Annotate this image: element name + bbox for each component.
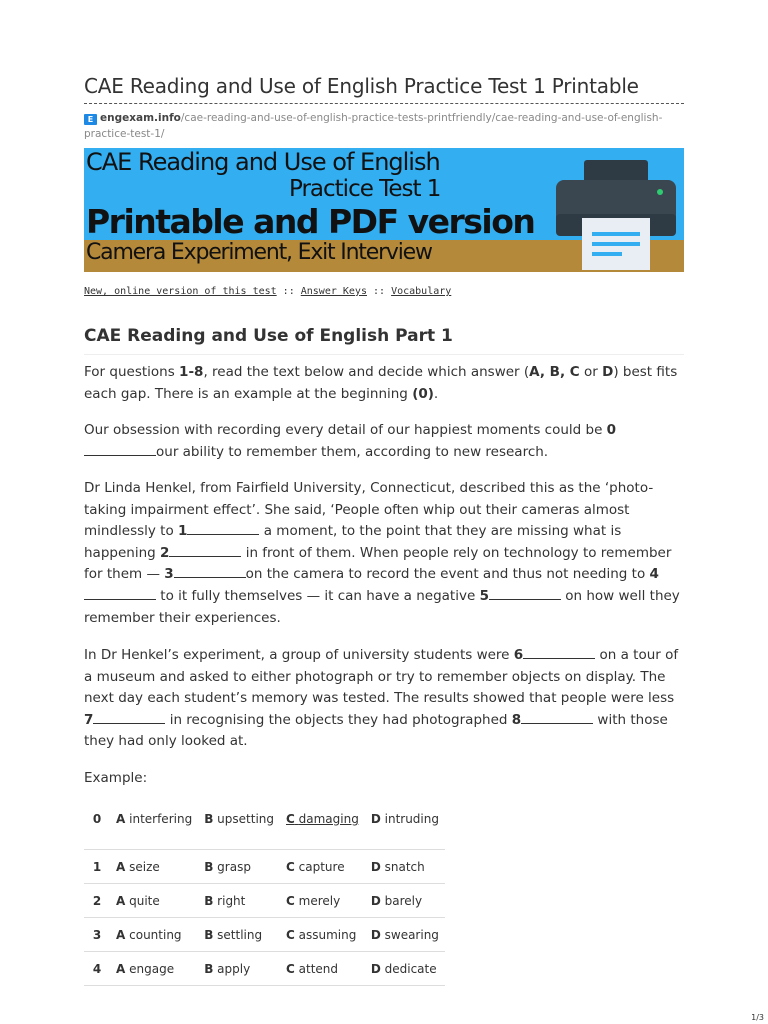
option-b: [198, 952, 280, 986]
banner-image: [84, 148, 684, 272]
option-c-correct: [280, 802, 365, 835]
question-number: 4: [84, 952, 110, 986]
option-c: [280, 850, 365, 884]
option-letter: A: [116, 811, 126, 826]
option-letter: D: [370, 893, 381, 908]
option-d: [365, 884, 445, 918]
option-letter: B: [204, 893, 214, 908]
option-d: [365, 802, 445, 835]
banner-line-2: Practice Test 1: [289, 176, 441, 202]
example-label: Example:: [84, 770, 148, 786]
nav-links: [84, 286, 684, 297]
option-letter: A: [116, 927, 126, 942]
source-url[interactable]: [84, 110, 684, 142]
option-a: [110, 884, 198, 918]
option-letter: C: [286, 927, 295, 942]
table-row: [84, 884, 445, 918]
answer-options-table: [84, 802, 445, 986]
option-text: snatch: [384, 859, 425, 874]
source-path: /cae-reading-and-use-of-english-practice-tests-printfriendly/cae-reading-and-use-of-english-practice-test-1/: [84, 112, 663, 140]
option-text: upsetting: [217, 811, 274, 826]
text-paragraph-2: [84, 478, 684, 629]
instr-text: For questions: [84, 364, 180, 380]
gap-blank: [523, 646, 595, 659]
option-b: [198, 884, 280, 918]
option-letter: A: [116, 961, 126, 976]
option-text: settling: [217, 927, 263, 942]
option-text: damaging: [298, 811, 359, 826]
option-c: [280, 918, 365, 952]
banner-line-1: CAE Reading and Use of English: [86, 148, 440, 176]
option-text: seize: [129, 859, 160, 874]
para-text: In Dr Henkel’s experiment, a group of university students were: [84, 647, 514, 663]
instr-text: , read the text below and decide which answer (: [203, 364, 530, 380]
page-title: CAE Reading and Use of English Practice Test 1 Printable: [84, 74, 639, 98]
option-c: [280, 952, 365, 986]
online-version-link[interactable]: New, online version of this test: [84, 286, 277, 297]
gap-blank: [84, 443, 156, 456]
option-text: intruding: [384, 811, 439, 826]
para-text: to it fully themselves — it can have a negative: [156, 587, 480, 604]
option-a: [110, 850, 198, 884]
gap-number: 6: [513, 647, 524, 663]
option-text: assuming: [298, 927, 357, 942]
table-row: [84, 850, 445, 884]
text-paragraph-3: [84, 645, 684, 753]
option-a: [110, 952, 198, 986]
option-b: [198, 918, 280, 952]
option-d: [365, 918, 445, 952]
option-letter: D: [370, 927, 381, 942]
option-letter: B: [204, 961, 214, 976]
gap-number: 3: [164, 566, 174, 583]
para-text: on the camera to record the event and thus not needing to: [245, 566, 650, 583]
source-domain: engexam.info: [100, 112, 181, 124]
para-text: with those they had only looked at.: [84, 711, 668, 750]
answer-keys-link[interactable]: Answer Keys: [300, 286, 367, 297]
section-heading: CAE Reading and Use of English Part 1: [84, 326, 684, 355]
instr-text: .: [433, 385, 439, 402]
gap-blank: [489, 587, 561, 600]
option-text: capture: [298, 859, 345, 874]
option-letter: D: [370, 961, 381, 976]
vocabulary-link[interactable]: Vocabulary: [391, 286, 452, 297]
instr-text: or: [579, 364, 603, 380]
option-letter: B: [204, 859, 214, 874]
instr-letters: A, B, C: [529, 364, 580, 380]
option-text: barely: [384, 893, 423, 908]
instr-letter-d: D: [602, 364, 614, 380]
table-spacer: [84, 835, 445, 850]
gap-blank: [521, 711, 593, 724]
text-paragraph-1: [84, 420, 684, 463]
option-b: [198, 802, 280, 835]
option-letter: C: [286, 893, 295, 908]
banner-line-4: Camera Experiment, Exit Interview: [86, 240, 432, 265]
para-text: a moment, to the point that they are missing what is happening: [84, 523, 622, 561]
option-text: engage: [129, 961, 175, 976]
option-letter: D: [370, 811, 381, 826]
link-separator: ::: [276, 286, 301, 297]
gap-blank: [174, 565, 246, 578]
option-text: grasp: [217, 859, 251, 874]
option-text: attend: [298, 961, 339, 976]
table-row: [84, 802, 445, 835]
option-text: merely: [298, 893, 341, 908]
banner-line-3: Printable and PDF version: [86, 202, 535, 241]
option-text: right: [217, 893, 246, 908]
gap-blank: [84, 587, 156, 600]
option-text: quite: [129, 893, 160, 908]
table-row: [84, 918, 445, 952]
instructions-paragraph: [84, 362, 684, 405]
instr-text: ) best fits each gap. There is an example at the beginning: [84, 364, 678, 402]
option-text: dedicate: [384, 961, 437, 976]
para-text: Dr Linda Henkel, from Fairfield University, Connecticut, described this as the ‘photo-taking impairment effect’. She said, ‘People often whip out their cameras almost mindlessly to: [84, 480, 654, 540]
option-c: [280, 884, 365, 918]
link-separator: ::: [366, 286, 392, 297]
option-text: apply: [217, 961, 251, 976]
para-text: in recognising the objects they had photographed: [165, 711, 512, 728]
question-number: 3: [84, 918, 110, 952]
gap-number: 5: [479, 587, 489, 604]
table-row: [84, 952, 445, 986]
option-text: swearing: [384, 927, 439, 942]
question-number: 1: [84, 850, 110, 884]
para-text: our ability to remember them, according to new research.: [156, 443, 549, 460]
gap-blank: [93, 711, 165, 724]
para-text: on how well they remember their experiences.: [84, 587, 680, 626]
instr-range: 1-8: [179, 364, 204, 380]
option-a: [110, 918, 198, 952]
option-letter: B: [204, 811, 214, 826]
option-d: [365, 850, 445, 884]
option-letter: C: [286, 811, 295, 826]
option-letter: C: [286, 961, 295, 976]
option-a: [110, 802, 198, 835]
option-text: counting: [129, 927, 182, 942]
instr-example: (0): [412, 385, 434, 402]
option-d: [365, 952, 445, 986]
para-text: on a tour of a museum and asked to either photograph or try to remember objects on display. The next day each student’s memory was tested. The results showed that people were less: [84, 647, 679, 707]
gap-blank: [169, 544, 241, 557]
question-number: 2: [84, 884, 110, 918]
title-divider: [84, 103, 684, 104]
option-letter: A: [116, 859, 126, 874]
page-number: 1/3: [751, 1013, 764, 1022]
para-text: Our obsession with recording every detail of our happiest moments could be: [84, 422, 607, 438]
question-number: 0: [92, 811, 102, 826]
para-text: in front of them. When people rely on technology to remember for them —: [84, 544, 672, 583]
gap-number: 2: [160, 544, 170, 561]
gap-number: 0: [606, 422, 617, 438]
option-letter: A: [116, 893, 126, 908]
option-letter: B: [204, 927, 214, 942]
option-letter: C: [286, 859, 295, 874]
gap-number: 7: [84, 711, 94, 728]
option-b: [198, 850, 280, 884]
gap-blank: [187, 522, 259, 535]
option-text: interfering: [129, 811, 193, 826]
gap-number: 1: [178, 523, 188, 540]
gap-number: 4: [649, 566, 659, 583]
printer-icon: [554, 154, 679, 272]
option-letter: D: [370, 859, 381, 874]
engexam-logo-icon: E: [84, 114, 97, 125]
gap-number: 8: [511, 711, 522, 728]
